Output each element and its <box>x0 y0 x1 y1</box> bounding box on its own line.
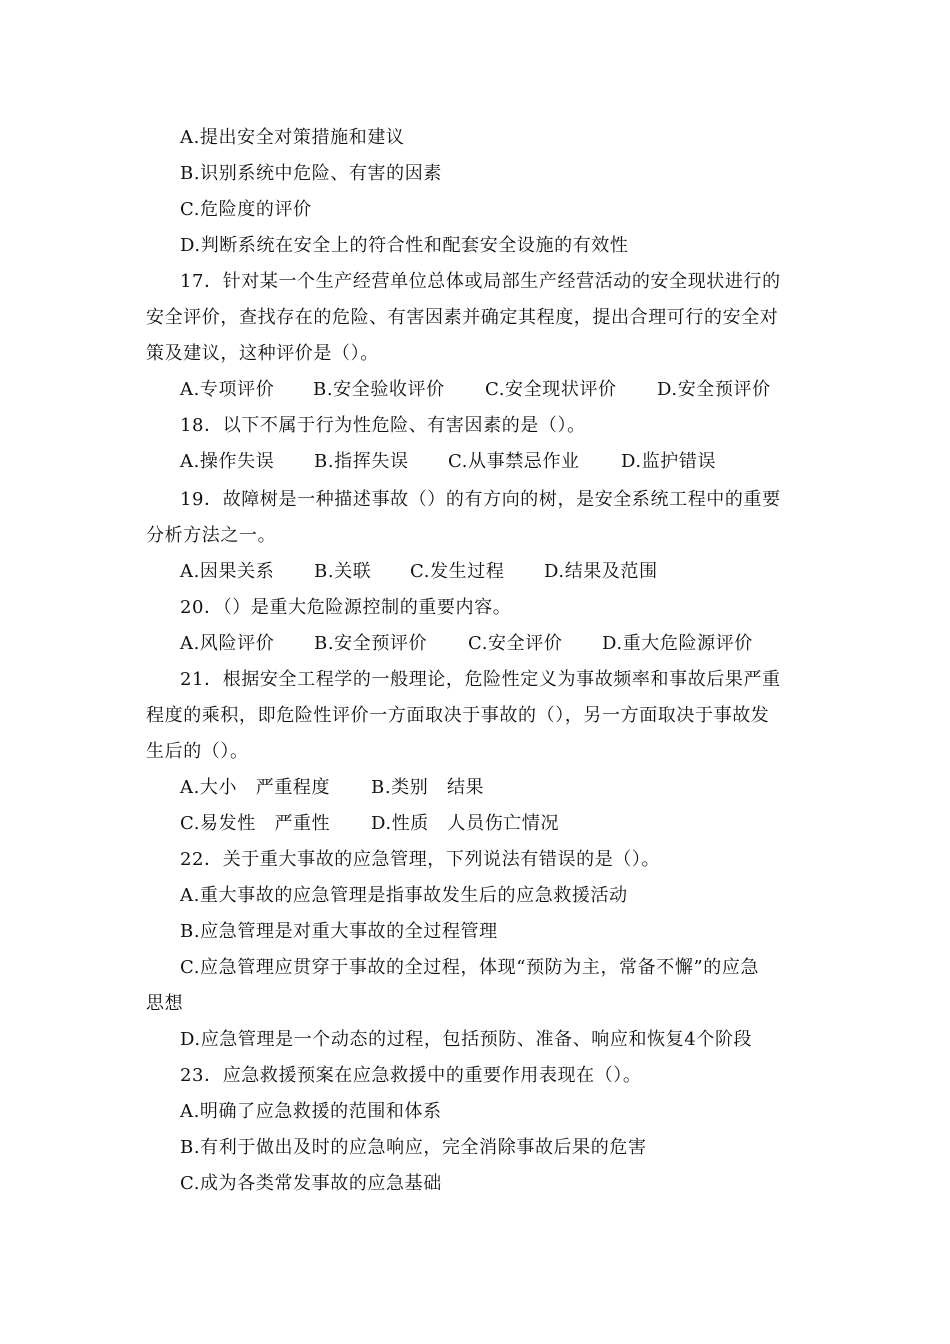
q16-option-d: D.判断系统在安全上的符合性和配套安全设施的有效性 <box>180 235 629 256</box>
q21-stem-line3: 生后的（）。 <box>146 741 249 762</box>
q22-option-a: A.重大事故的应急管理是指事故发生后的应急救援活动 <box>180 885 628 906</box>
q21-stem-line1: 21．根据安全工程学的一般理论，危险性定义为事故频率和事故后果严重 <box>180 669 781 690</box>
q21-option-d: D.性质 人员伤亡情况 <box>371 813 560 834</box>
q21-option-c: C.易发性 严重性 <box>180 813 331 834</box>
q16-option-c: C.危险度的评价 <box>180 199 312 220</box>
q20-options <box>180 633 840 655</box>
q23-option-b: B.有利于做出及时的应急响应，完全消除事故后果的危害 <box>180 1137 647 1158</box>
q16-option-b: B.识别系统中危险、有害的因素 <box>180 163 442 184</box>
q18-options <box>180 451 840 473</box>
q17-stem-line3: 策及建议，这种评价是（）。 <box>146 343 379 364</box>
q19-stem-line1: 19．故障树是一种描述事故（）的有方向的树，是安全系统工程中的重要 <box>180 489 781 510</box>
q23-option-c: C.成为各类常发事故的应急基础 <box>180 1173 442 1194</box>
q16-option-a: A.提出安全对策措施和建议 <box>180 127 405 148</box>
q18-option-c: C.从事禁忌作业 <box>448 451 580 472</box>
q21-option-a: A.大小 严重程度 <box>180 777 331 798</box>
q22-stem: 22．关于重大事故的应急管理，下列说法有错误的是（）。 <box>180 849 661 870</box>
q17-option-d: D.安全预评价 <box>657 379 771 400</box>
q22-option-c-line2: 思想 <box>146 993 184 1014</box>
q22-option-c-line1: C.应急管理应贯穿于事故的全过程，体现“预防为主，常备不懈”的应急 <box>180 957 760 978</box>
q19-options <box>180 561 840 583</box>
q22-option-b: B.应急管理是对重大事故的全过程管理 <box>180 921 498 942</box>
q17-option-a: A.专项评价 <box>180 379 275 400</box>
q17-stem-line1: 17．针对某一个生产经营单位总体或局部生产经营活动的安全现状进行的 <box>180 271 781 292</box>
q18-stem: 18．以下不属于行为性危险、有害因素的是（）。 <box>180 415 586 436</box>
q20-option-d: D.重大危险源评价 <box>602 633 753 654</box>
q20-option-b: B.安全预评价 <box>314 633 428 654</box>
q20-stem: 20．（）是重大危险源控制的重要内容。 <box>180 597 512 618</box>
q20-option-a: A.风险评价 <box>180 633 275 654</box>
q23-stem: 23．应急救援预案在应急救援中的重要作用表现在（）。 <box>180 1065 642 1086</box>
q19-option-d: D.结果及范围 <box>544 561 658 582</box>
q22-option-d: D.应急管理是一个动态的过程，包括预防、准备、响应和恢复4个阶段 <box>180 1029 753 1050</box>
q23-option-a: A.明确了应急救援的范围和体系 <box>180 1101 442 1122</box>
q21-options-row2 <box>180 813 840 835</box>
q18-option-b: B.指挥失误 <box>314 451 409 472</box>
q17-option-c: C.安全现状评价 <box>485 379 617 400</box>
q18-option-d: D.监护错误 <box>621 451 717 472</box>
q19-stem-line2: 分析方法之一。 <box>146 525 277 546</box>
q20-option-c: C.安全评价 <box>468 633 563 654</box>
q21-options-row1 <box>180 777 840 799</box>
q18-option-a: A.操作失误 <box>180 451 275 472</box>
q19-option-a: A.因果关系 <box>180 561 275 582</box>
q21-stem-line2: 程度的乘积，即危险性评价一方面取决于事故的（），另一方面取决于事故发 <box>146 705 770 726</box>
q17-stem-line2: 安全评价，查找存在的危险、有害因素并确定其程度，提出合理可行的安全对 <box>146 307 779 328</box>
q19-option-b: B.关联 <box>314 561 372 582</box>
q17-options <box>180 379 840 401</box>
q19-option-c: C.发生过程 <box>410 561 505 582</box>
q21-option-b: B.类别 结果 <box>371 777 485 798</box>
q17-option-b: B.安全验收评价 <box>313 379 445 400</box>
